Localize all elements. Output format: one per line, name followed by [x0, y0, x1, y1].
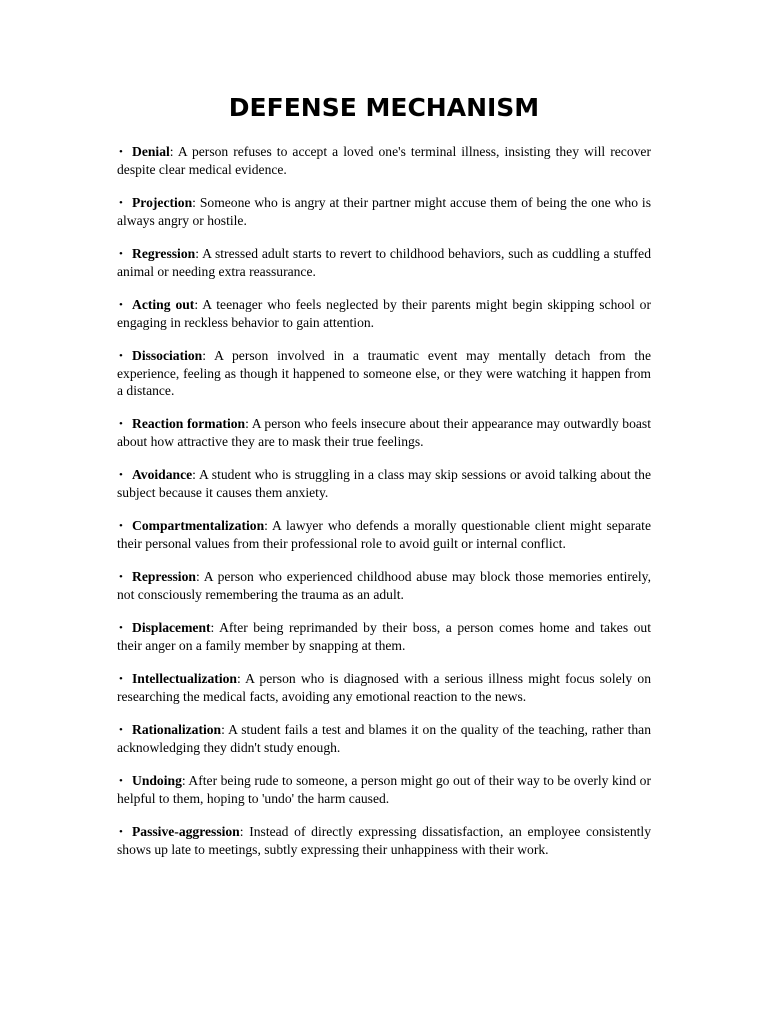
bullet-icon: •	[119, 469, 123, 481]
term-label: Repression	[132, 569, 196, 584]
bullet-icon: •	[119, 299, 123, 311]
term-label: Intellectualization	[132, 671, 237, 686]
list-item-intellectualization	[117, 670, 651, 705]
term-description: : A stressed adult starts to revert to childhood behaviors, such as cuddling a stuffed animal or needing extra reassurance.	[117, 246, 651, 279]
list-item-repression	[117, 568, 651, 603]
term-label: Passive-aggression	[132, 824, 240, 839]
bullet-icon: •	[119, 350, 123, 362]
list-item-acting-out	[117, 296, 651, 331]
term-description: : Instead of directly expressing dissatisfaction, an employee consistently shows up late to meetings, subtly expressing their unhappiness with their work.	[117, 824, 651, 857]
term-label: Acting out	[132, 297, 195, 312]
term-label: Dissociation	[132, 348, 203, 363]
list-item-regression	[117, 245, 651, 280]
term-description: : Someone who is angry at their partner might accuse them of being the one who is always angry or hostile.	[117, 195, 651, 228]
term-description: : A person involved in a traumatic event may mentally detach from the experience, feeling as though it happened to someone else, or they were watching it happen from a distance.	[117, 348, 651, 398]
term-description: : A person who experienced childhood abuse may block those memories entirely, not consciously remembering the trauma as an adult.	[117, 569, 651, 602]
list-item-displacement	[117, 619, 651, 654]
bullet-icon: •	[119, 571, 123, 583]
term-label: Undoing	[132, 773, 182, 788]
bullet-icon: •	[119, 724, 123, 736]
term-description: : A lawyer who defends a morally questionable client might separate their personal values from their professional role to avoid guilt or internal conflict.	[117, 518, 651, 551]
bullet-icon: •	[119, 248, 123, 260]
list-item-rationalization	[117, 721, 651, 756]
term-description: : A teenager who feels neglected by their parents might begin skipping school or engaging in reckless behavior to gain attention.	[117, 297, 651, 330]
list-item-reaction-formation	[117, 415, 651, 450]
list-item-avoidance	[117, 466, 651, 501]
list-item-compartmentalization	[117, 517, 651, 552]
term-description: : After being rude to someone, a person might go out of their way to be overly kind or helpful to them, hoping to 'undo' the harm caused.	[117, 773, 651, 806]
term-label: Displacement	[132, 620, 211, 635]
term-description: : A person refuses to accept a loved one's terminal illness, insisting they will recover despite clear medical evidence.	[117, 144, 651, 177]
term-label: Denial	[132, 144, 170, 159]
bullet-icon: •	[119, 775, 123, 787]
term-label: Regression	[132, 246, 196, 261]
term-description: : A student fails a test and blames it on the quality of the teaching, rather than acknowledging they didn't study enough.	[117, 722, 651, 755]
term-description: : A person who is diagnosed with a serious illness might focus solely on researching the medical facts, avoiding any emotional reaction to the news.	[117, 671, 651, 704]
term-label: Projection	[132, 195, 193, 210]
list-item-undoing	[117, 772, 651, 807]
bullet-icon: •	[119, 520, 123, 532]
term-description: : A student who is struggling in a class may skip sessions or avoid talking about the subject because it causes them anxiety.	[117, 467, 651, 500]
page-title: DEFENSE MECHANISM	[228, 93, 540, 122]
bullet-icon: •	[119, 622, 123, 634]
bullet-icon: •	[119, 826, 123, 838]
term-label: Reaction formation	[132, 416, 246, 431]
list-item-denial	[117, 143, 651, 178]
term-description: : A person who feels insecure about their appearance may outwardly boast about how attractive they are to mask their true feelings.	[117, 416, 651, 449]
list-item-dissociation	[117, 347, 651, 399]
bullet-icon: •	[119, 673, 123, 685]
bullet-icon: •	[119, 418, 123, 430]
bullet-icon: •	[119, 197, 123, 209]
term-label: Rationalization	[132, 722, 222, 737]
term-label: Avoidance	[132, 467, 193, 482]
list-item-projection	[117, 194, 651, 229]
defense-mechanism-list	[117, 143, 651, 874]
list-item-passive-aggression	[117, 823, 651, 858]
term-description: : After being reprimanded by their boss, a person comes home and takes out their anger on a family member by snapping at them.	[117, 620, 651, 653]
bullet-icon: •	[119, 146, 123, 158]
term-label: Compartmentalization	[132, 518, 265, 533]
